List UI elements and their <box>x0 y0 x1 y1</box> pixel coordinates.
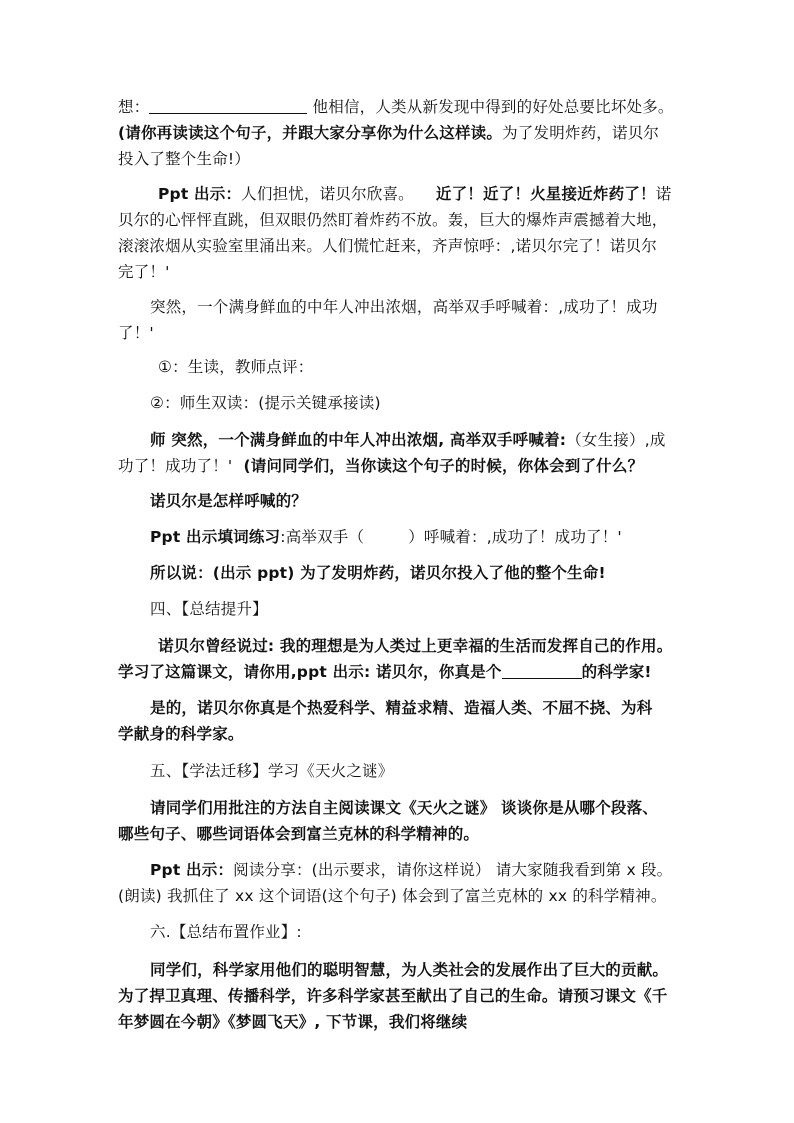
bold-text: 近了！近了！火星接近炸药了！ <box>435 185 656 203</box>
p10-line1 <box>118 798 688 818</box>
text: 诺贝尔是怎样呼喊的？ <box>150 492 308 510</box>
p3-line1 <box>118 297 688 317</box>
p5 <box>118 491 688 511</box>
text: 突然，一个满身鲜血的中年人冲出浓烟，高举双手呼喊着：,成功了！成功 <box>150 298 658 316</box>
p9-line1 <box>118 698 688 718</box>
p2-line1 <box>118 184 688 204</box>
text: 他相信，人类从新发现中得到的好处总要比坏处多。 <box>307 98 674 116</box>
section-heading: 六.【总结布置作业】: <box>150 923 302 941</box>
p10-line2 <box>118 824 688 844</box>
bold-text: (请问同学们，当你读这个句子的时候，你体会到了什么？ <box>243 457 644 475</box>
text: 请同学们用批注的方法自主阅读课文《天火之谜》 谈谈你是从哪个段落、 <box>150 799 658 817</box>
text: :高举双手（ <box>280 528 365 546</box>
text: ①：生读，教师点评： <box>158 358 314 376</box>
text: ②：师生双读：(提示关键承接读) <box>150 394 381 412</box>
p1-line2 <box>118 123 688 143</box>
ppt-label: Ppt 出示填词练习 <box>150 528 281 546</box>
text: 完了！' <box>118 263 170 281</box>
p12-line3 <box>118 1012 688 1032</box>
p8-line2 <box>118 662 688 682</box>
p2-line3 <box>118 236 688 256</box>
p1-line1 <box>118 97 688 117</box>
text: 学习了这篇课文，请你用,ppt 出示: 诺贝尔，你真是个 <box>118 663 502 681</box>
p2-line2 <box>118 210 688 230</box>
p11-line2 <box>118 886 688 906</box>
p1-line3 <box>118 149 688 169</box>
heading-6 <box>118 922 688 942</box>
text: 滚滚浓烟从实验室里涌出来。人们慌忙赶来，齐声惊呼：,诺贝尔完了！诺贝尔 <box>118 237 657 255</box>
text: 了！' <box>118 324 154 342</box>
ppt-label: Ppt 出示： <box>158 185 242 203</box>
text: 学献身的科学家。 <box>118 725 244 743</box>
text: 投入了整个生命!） <box>118 150 251 168</box>
p6 <box>118 527 688 547</box>
p4-line1 <box>118 430 688 450</box>
heading-5 <box>118 761 688 781</box>
p8-line1 <box>118 636 688 656</box>
text: 诺 <box>655 185 672 203</box>
text: 哪些句子、哪些词语体会到富兰克林的科学精神的。 <box>118 825 480 843</box>
text: 阅读分享：(出示要求，请你这样说） 请大家随我看到第 x 段。 <box>233 861 673 879</box>
text: （女生接）,成 <box>566 431 666 449</box>
ppt-label: Ppt 出示： <box>150 861 234 879</box>
text: ）呼喊着：,成功了！成功了！' <box>408 528 622 546</box>
text: 功了！成功了！' <box>118 457 238 475</box>
text: 为了发明炸药，诺贝尔 <box>502 124 660 142</box>
text: 是的，诺贝尔你真是个热爱科学、精益求精、造福人类、不屈不挠、为科 <box>150 699 653 717</box>
text: 人们担忧，诺贝尔欣喜。 <box>241 185 414 203</box>
bold-text: (请你再读读这个句子，并跟大家分享你为什么这样读。 <box>118 124 503 142</box>
fill-blank <box>149 99 307 114</box>
p12-line2 <box>118 986 688 1006</box>
text: 诺贝尔曾经说过: 我的理想是为人类过上更幸福的生活而发挥自己的作用。 <box>158 637 673 655</box>
p12-line1 <box>118 960 688 980</box>
heading-4 <box>118 599 688 619</box>
p9-line2 <box>118 724 688 744</box>
p3-line2 <box>118 323 688 343</box>
text: 的科学家! <box>581 663 652 681</box>
section-heading: 五、【学法迁移】学习《天火之谜》 <box>150 762 394 780</box>
fill-blank <box>502 664 582 679</box>
p11-line1 <box>118 860 688 880</box>
text: (朗读) 我抓住了 xx 这个词语(这个句子) 体会到了富兰克林的 xx 的科学精神。 <box>118 887 667 905</box>
p4-line2 <box>118 456 688 476</box>
text: 想： <box>118 98 150 116</box>
list-item-2 <box>118 393 688 413</box>
p2-line4 <box>118 262 688 282</box>
text: 同学们，科学家用他们的聪明智慧，为人类社会的发展作出了巨大的贡献。 <box>150 961 669 979</box>
text: 所以说：(出示 ppt) 为了发明炸药，诺贝尔投入了他的整个生命! <box>150 564 606 582</box>
text: 为了捍卫真理、传播科学，许多科学家甚至献出了自己的生命。请预习课文《千 <box>118 987 668 1005</box>
list-item-1 <box>118 357 688 377</box>
text: 贝尔的心怦怦直跳，但双眼仍然盯着炸药不放。轰，巨大的爆炸声震撼着大地， <box>118 211 668 229</box>
text: 年梦圆在今朝》《梦圆飞天》, 下节课，我们将继续 <box>118 1013 468 1031</box>
section-heading: 四、【总结提升】 <box>150 600 268 618</box>
p7 <box>118 563 688 583</box>
bold-text: 师 突然，一个满身鲜血的中年人冲出浓烟, 高举双手呼喊着: <box>150 431 567 449</box>
